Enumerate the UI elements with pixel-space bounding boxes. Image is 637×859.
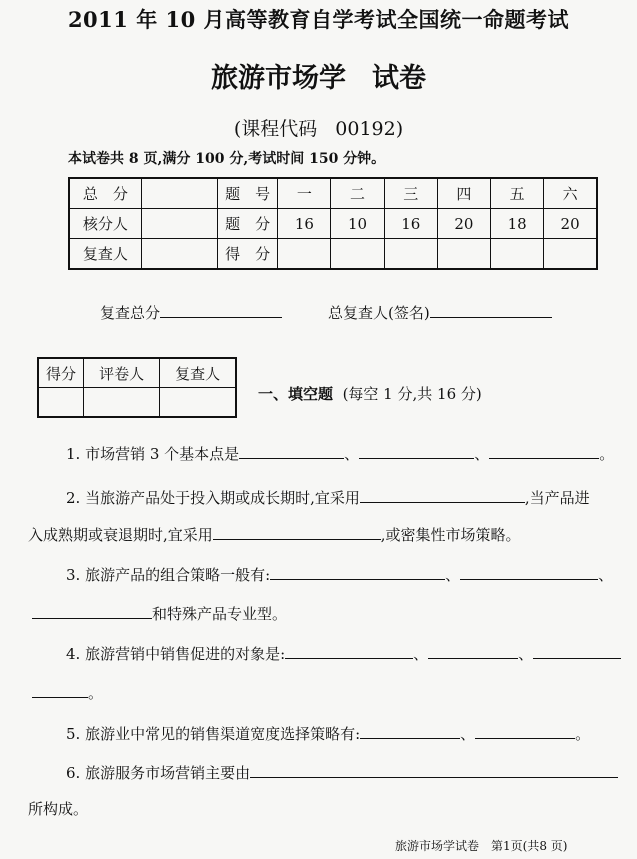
question-6 [66, 762, 618, 783]
answer-blank[interactable] [475, 737, 575, 739]
answer-blank[interactable] [489, 457, 599, 459]
answer-blank[interactable] [32, 617, 152, 619]
obtained-score-cell [331, 239, 384, 270]
review-signature [328, 302, 552, 323]
question-3-text: 和特殊产品专业型。 [152, 605, 288, 623]
answer-blank[interactable] [460, 578, 598, 580]
question-2-text: ,当产品进 [524, 489, 590, 507]
answer-blank[interactable] [285, 657, 413, 659]
question-4-cont [32, 682, 103, 703]
obtained-score-cell [384, 239, 437, 270]
exam-title: 2011 年 10 月高等教育自学考试全国统一命题考试 [67, 7, 570, 32]
answer-blank[interactable] [239, 457, 344, 459]
score-table-row [69, 209, 597, 239]
question-5-text: 5. 旅游业中常见的销售渠道宽度选择策略有: [66, 725, 361, 743]
question-2-text: 入成熟期或衰退期时,宜采用 [28, 526, 213, 544]
obtained-score-cell [278, 239, 331, 270]
separator: 、 [344, 445, 360, 463]
score-table [68, 177, 598, 270]
question-2-text: ,或密集性市场策略。 [380, 526, 521, 544]
section-title: 一、填空题 [258, 385, 334, 403]
answer-blank[interactable] [32, 696, 88, 698]
question-3-cont [32, 603, 287, 624]
question-6-text: 所构成。 [28, 800, 89, 818]
review-total-label: 复查总分 [100, 304, 161, 322]
answer-blank[interactable] [270, 578, 445, 580]
rechecker-cell [141, 239, 217, 270]
question-1-text: 1. 市场营销 3 个基本点是 [66, 445, 240, 463]
page-footer: 旅游市场学试卷 第1页(共8 页) [395, 839, 568, 853]
question-end: 。 [88, 684, 104, 702]
grader-score-cell [38, 388, 84, 418]
question-number: 二 [331, 178, 384, 209]
answer-blank[interactable] [250, 776, 618, 778]
grader-rechecker-header: 复查人 [160, 358, 236, 388]
question-points: 20 [437, 209, 490, 239]
answer-blank[interactable] [360, 737, 460, 739]
question-5 [66, 723, 590, 744]
question-3-text: 3. 旅游产品的组合策略一般有: [66, 566, 271, 584]
reviewer-label: 总复查人(签名) [328, 304, 430, 322]
obtained-score-cell [491, 239, 544, 270]
obtained-score-label: 得 分 [218, 239, 278, 270]
checker-cell [141, 209, 217, 239]
question-points: 16 [278, 209, 331, 239]
question-number: 五 [491, 178, 544, 209]
question-6-text: 6. 旅游服务市场营销主要由 [66, 764, 251, 782]
separator: 、 [445, 566, 461, 584]
course-code [0, 114, 637, 141]
reviewer-signature-blank[interactable] [430, 316, 552, 318]
separator: 、 [598, 566, 614, 584]
exam-info: 本试卷共 8 页,满分 100 分,考试时间 150 分钟。 [68, 151, 386, 167]
question-number-label: 题 号 [218, 178, 278, 209]
question-end: 。 [599, 445, 615, 463]
question-end: 。 [575, 725, 591, 743]
question-2 [66, 487, 590, 508]
separator: 、 [460, 725, 476, 743]
question-4-text: 4. 旅游营销中销售促进的对象是: [66, 645, 286, 663]
question-6-cont [28, 798, 88, 819]
obtained-score-cell [437, 239, 490, 270]
question-number: 一 [278, 178, 331, 209]
score-table-row [69, 178, 597, 209]
course-code-value: 00192) [335, 118, 404, 140]
separator: 、 [518, 645, 534, 663]
score-table-row [69, 239, 597, 270]
total-score-cell [141, 178, 217, 209]
checker-label: 核分人 [69, 209, 141, 239]
subject-title [0, 56, 637, 95]
grader-rechecker-cell [160, 388, 236, 418]
obtained-score-cell [544, 239, 597, 270]
separator: 、 [413, 645, 429, 663]
section-note: (每空 1 分,共 16 分) [342, 385, 482, 403]
subject-name: 旅游市场学 [211, 63, 346, 94]
paper-label: 试卷 [372, 63, 426, 94]
review-total-blank[interactable] [160, 316, 282, 318]
answer-blank[interactable] [213, 538, 381, 540]
question-points: 20 [544, 209, 597, 239]
answer-blank[interactable] [360, 501, 525, 503]
section-heading [258, 383, 482, 404]
question-number: 六 [544, 178, 597, 209]
grader-cell [84, 388, 160, 418]
question-points-label: 题 分 [218, 209, 278, 239]
answer-blank[interactable] [533, 657, 621, 659]
answer-blank[interactable] [359, 457, 474, 459]
separator: 、 [474, 445, 490, 463]
question-points: 16 [384, 209, 437, 239]
question-number: 三 [384, 178, 437, 209]
total-score-label: 总 分 [69, 178, 141, 209]
question-2-text: 2. 当旅游产品处于投入期或成长期时,宜采用 [66, 489, 360, 507]
review-total [100, 302, 282, 323]
question-1 [66, 443, 614, 464]
grader-table-row [38, 388, 236, 418]
question-points: 10 [331, 209, 384, 239]
question-2-cont [28, 524, 521, 545]
question-points: 18 [491, 209, 544, 239]
rechecker-label: 复查人 [69, 239, 141, 270]
question-4 [66, 643, 621, 664]
grader-score-header: 得分 [38, 358, 84, 388]
question-3 [66, 564, 613, 585]
answer-blank[interactable] [428, 657, 518, 659]
grader-table [37, 357, 237, 418]
grader-table-row [38, 358, 236, 388]
grader-header: 评卷人 [84, 358, 160, 388]
course-code-label: (课程代码 [233, 118, 318, 140]
question-number: 四 [437, 178, 490, 209]
